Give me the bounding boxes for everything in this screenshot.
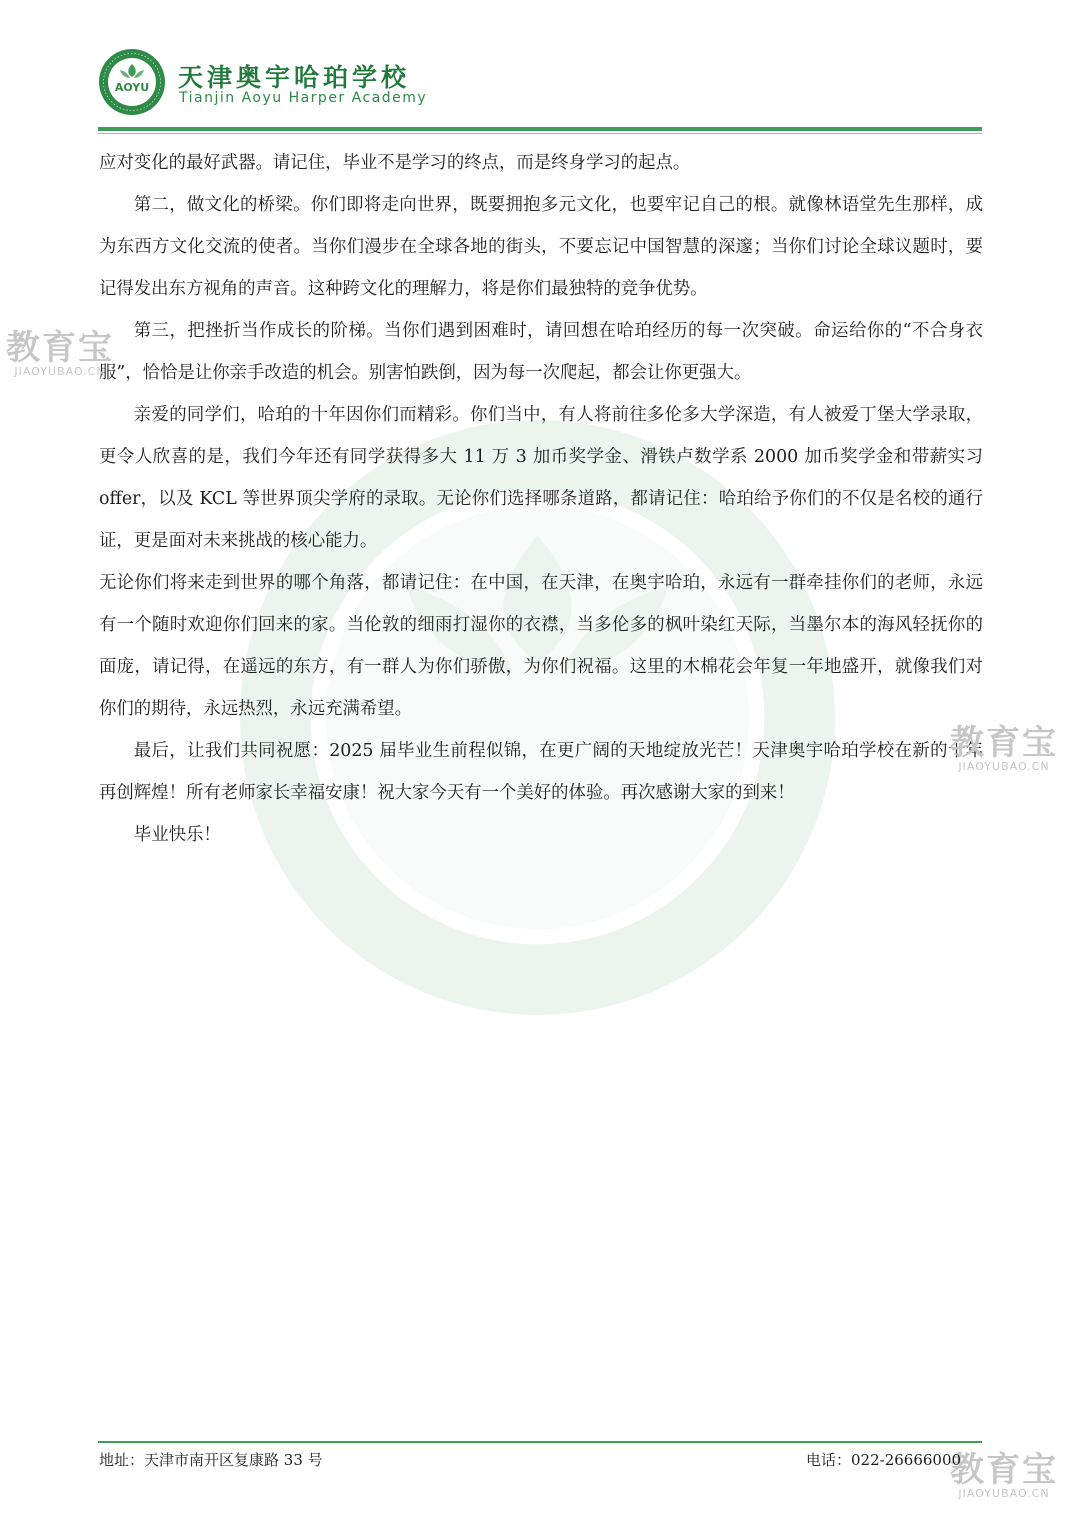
header-divider: [98, 127, 982, 131]
site-watermark-name: 教育宝: [6, 328, 114, 368]
site-watermark-name: 教育宝: [950, 1450, 1058, 1490]
footer-divider: [98, 1441, 982, 1443]
logo-text: AOYU: [114, 81, 150, 94]
paragraph: 应对变化的最好武器。请记住，毕业不是学习的终点，而是终身学习的起点。: [99, 153, 691, 173]
header-divider-thin: [98, 133, 982, 134]
paragraph: 亲爱的同学们，哈珀的十年因你们而精彩。你们当中，有人将前往多伦多大学深造，有人被爱丁堡大学录取，更令人欣喜的是，我们今年还有同学获得多大 11 万 3 加币奖学金、滑铁卢数学系 2000 加币奖学金和带薪实习 offer，以及 KCL 等世界顶尖学府的录取。无论你们选择哪条道路，都请记住：哈珀给予你们的不仅是名校的通行证，更是面对未来挑战的核心能力。: [99, 405, 983, 551]
site-watermark: [6, 330, 114, 378]
school-logo: [98, 48, 166, 116]
site-watermark-domain: JIAOYUBAO.CN: [958, 760, 1050, 773]
site-watermark-domain: JIAOYUBAO.CN: [958, 1487, 1050, 1500]
letterhead: [96, 38, 982, 134]
footer-address: 地址：天津市南开区复康路 33 号: [99, 1451, 323, 1469]
site-watermark-domain: JIAOYUBAO.CN: [14, 365, 106, 378]
school-name-cn: 天津奥宇哈珀学校: [178, 63, 411, 92]
paragraph: 第二，做文化的桥梁。你们即将走向世界，既要拥抱多元文化，也要牢记自己的根。就像林语堂先生那样，成为东西方文化交流的使者。当你们漫步在全球各地的街头，不要忘记中国智慧的深邃；当你们讨论全球议题时，要记得发出东方视角的声音。这种跨文化的理解力，将是你们最独特的竞争优势。: [99, 195, 983, 299]
school-name-en: Tianjin Aoyu Harper Academy: [179, 90, 428, 106]
letter-body: [99, 142, 983, 856]
site-watermark: [950, 1452, 1058, 1500]
paragraph: 第三，把挫折当作成长的阶梯。当你们遇到困难时，请回想在哈珀经历的每一次突破。命运给你的“不合身衣服”，恰恰是让你亲手改造的机会。别害怕跌倒，因为每一次爬起，都会让你更强大。: [99, 321, 983, 383]
paragraph: 最后，让我们共同祝愿：2025 届毕业生前程似锦，在更广阔的天地绽放光芒！天津奥宇哈珀学校在新的十年再创辉煌！所有老师家长幸福安康！祝大家今天有一个美好的体验。再次感谢大家的到来！: [99, 741, 983, 803]
site-watermark-name: 教育宝: [950, 723, 1058, 763]
paragraph: 无论你们将来走到世界的哪个角落，都请记住：在中国，在天津，在奥宇哈珀，永远有一群牵挂你们的老师，永远有一个随时欢迎你们回来的家。当伦敦的细雨打湿你的衣襟，当多伦多的枫叶染红天际，当墨尔本的海风轻抚你的面庞，请记得，在遥远的东方，有一群人为你们骄傲，为你们祝福。这里的木棉花会年复一年地盛开，就像我们对你们的期待，永远热烈，永远充满希望。: [99, 573, 983, 719]
closing-line: 毕业快乐！: [133, 825, 221, 845]
footer-phone: 电话：022-26666000: [806, 1451, 962, 1469]
